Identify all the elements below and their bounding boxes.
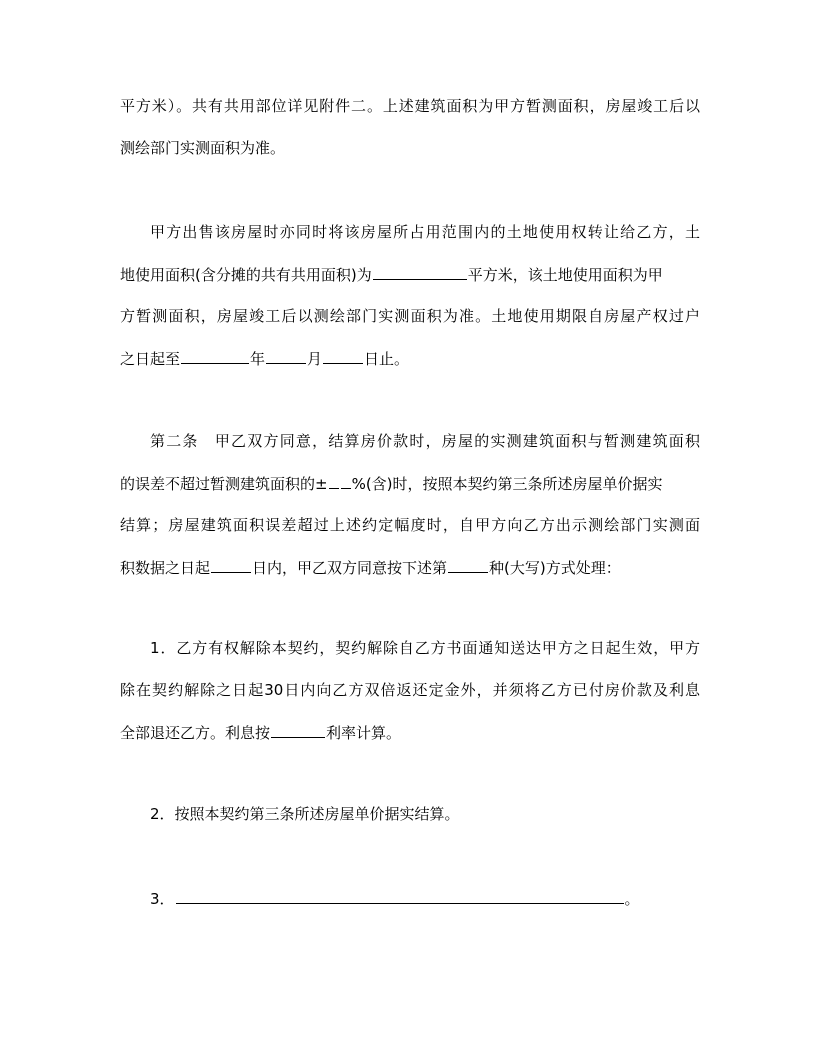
fill-in-blank-year[interactable] [181, 346, 249, 364]
text-line [120, 471, 700, 513]
text-line: 测绘部门实测面积为准。 [120, 139, 286, 157]
text-line: 第二条 甲乙双方同意，结算房价款时，房屋的实测建筑面积与暂测建筑面积 [150, 432, 700, 450]
paragraph-article-two [120, 429, 700, 597]
paragraph-option-three [120, 886, 700, 928]
text-line: 2．按照本契约第三条所述房屋单价据实结算。 [150, 805, 460, 823]
text-line [120, 555, 700, 597]
text-line [120, 262, 700, 304]
text-segment: 全部退还乙方。利息按 [120, 724, 271, 742]
text-segment: 日止。 [364, 350, 410, 368]
fill-in-blank-day[interactable] [323, 346, 363, 364]
text-segment: 3． [150, 890, 175, 908]
text-line [120, 346, 700, 388]
text-line: 1．乙方有权解除本契约，契约解除自乙方书面通知送达甲方之日起生效，甲方 [150, 639, 700, 657]
text-segment: 之日起至 [120, 350, 181, 368]
text-line: 平方米）。共有共用部位详见附件二。上述建筑面积为甲方暂测面积，房屋竣工后以 [120, 97, 700, 115]
fill-in-blank-days[interactable] [211, 555, 251, 573]
text-line: 甲方出售该房屋时亦同时将该房屋所占用范围内的土地使用权转让给乙方，土 [150, 223, 700, 241]
fill-in-blank-method[interactable] [448, 555, 488, 573]
fill-in-blank-percent-2[interactable] [341, 471, 351, 489]
fill-in-blank-month[interactable] [266, 346, 306, 364]
text-segment: 积数据之日起 [120, 559, 211, 577]
text-segment: 日内，甲乙双方同意按下述第 [252, 559, 448, 577]
text-line: 方暂测面积，房屋竣工后以测绘部门实测面积为准。土地使用期限自房屋产权过户 [120, 307, 700, 325]
paragraph-land-use [120, 220, 700, 388]
fill-in-blank-interest-rate[interactable] [271, 720, 325, 738]
text-segment: 。 [624, 890, 640, 908]
text-segment: 利率计算。 [326, 724, 402, 742]
text-segment: 年 [250, 350, 266, 368]
text-segment: 地使用面积(含分摊的共有共用面积)为 [120, 266, 372, 284]
text-segment: 的误差不超过暂测建筑面积的± [120, 475, 328, 493]
text-segment: %(含)时，按照本契约第三条所述房屋单价据实 [351, 475, 663, 493]
fill-in-blank-percent-1[interactable] [329, 471, 339, 489]
fill-in-blank-land-area[interactable] [373, 262, 467, 280]
text-line [120, 720, 700, 762]
text-segment: 月 [307, 350, 323, 368]
text-line [120, 886, 700, 928]
text-segment: 种(大写)方式处理： [489, 559, 621, 577]
text-line: 除在契约解除之日起30日内向乙方双倍返还定金外，并须将乙方已付房价款及利息 [120, 681, 700, 699]
text-line: 结算；房屋建筑面积误差超过上述约定幅度时，自甲方向乙方出示测绘部门实测面 [120, 516, 700, 534]
text-segment: 平方米，该土地使用面积为甲 [467, 266, 663, 284]
paragraph-option-two [120, 802, 700, 844]
fill-in-blank-other-method[interactable] [176, 886, 624, 904]
paragraph-option-one [120, 636, 700, 762]
paragraph-area-continuation [120, 94, 700, 178]
